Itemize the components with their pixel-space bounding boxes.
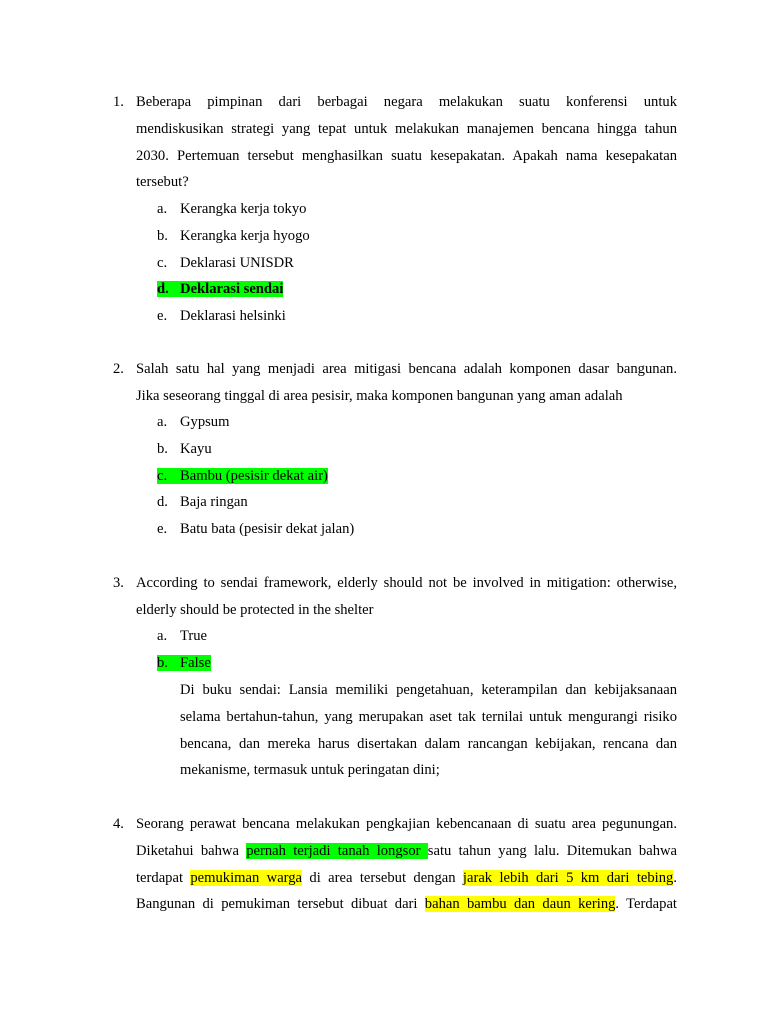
note-line: mekanisme, termasuk untuk peringatan dini; bbox=[180, 762, 440, 779]
stem-line: According to sendai framework, elderly should not be involved in mitigation: otherwise, bbox=[136, 575, 677, 591]
question-stem bbox=[136, 570, 677, 624]
stem-line: tersebut? bbox=[136, 174, 189, 191]
stem-line: terdapat pemukiman warga di area tersebut dengan jarak lebih dari 5 km dari tebing. bbox=[136, 869, 677, 886]
option-list bbox=[157, 623, 211, 677]
stem-line: Diketahui bahwa pernah terjadi tanah longsor satu tahun yang lalu. Ditemukan bahwa bbox=[136, 842, 678, 859]
option-d-answer: d. Deklarasi sendai bbox=[157, 281, 284, 298]
stem-line: mendiskusikan strategi yang tepat untuk melakukan manajemen bencana hingga tahun bbox=[136, 120, 677, 137]
stem-line: Beberapa pimpinan dari berbagai negara melakukan suatu konferensi untuk bbox=[136, 94, 677, 110]
option-b: b. Kerangka kerja hyogo bbox=[157, 227, 310, 244]
option-list bbox=[157, 196, 310, 330]
question-stem bbox=[136, 356, 677, 410]
explanation-note bbox=[180, 677, 677, 784]
option-e: e. Deklarasi helsinki bbox=[157, 308, 286, 325]
option-c: c. Deklarasi UNISDR bbox=[157, 254, 294, 271]
question-number: 3. bbox=[113, 575, 124, 591]
note-line: selama bertahun-tahun, yang merupakan aset tak ternilai untuk mengurangi risiko bbox=[180, 708, 677, 725]
question-number: 1. bbox=[113, 94, 124, 110]
option-d: d. Baja ringan bbox=[157, 494, 248, 511]
stem-line: Seorang perawat bencana melakukan pengkajian kebencanaan di suatu area pegunungan. bbox=[136, 816, 677, 832]
stem-line: Jika seseorang tinggal di area pesisir, maka komponen bangunan yang aman adalah bbox=[136, 387, 623, 404]
option-list bbox=[157, 409, 354, 543]
stem-line: Salah satu hal yang menjadi area mitigasi bencana adalah komponen dasar bangunan. bbox=[136, 361, 677, 377]
option-a: a. True bbox=[157, 628, 208, 644]
option-a: a. Gypsum bbox=[157, 414, 230, 430]
question-stem bbox=[136, 89, 677, 196]
note-line: Di buku sendai: Lansia memiliki pengetahuan, keterampilan dan kebijaksanaan bbox=[180, 682, 677, 698]
highlight-distance: jarak lebih dari 5 km dari tebing bbox=[462, 869, 674, 886]
highlight-material: bahan bambu dan daun kering bbox=[424, 896, 616, 913]
note-line: bencana, dan mereka harus disertakan dalam rancangan kebijakan, rencana dan bbox=[180, 735, 677, 752]
stem-line: 2030. Pertemuan tersebut menghasilkan suatu kesepakatan. Apakah nama kesepakatan bbox=[136, 147, 677, 164]
option-b-answer: b. False bbox=[157, 654, 211, 671]
question-number: 2. bbox=[113, 361, 124, 377]
option-c-answer: c. Bambu (pesisir dekat air) bbox=[157, 467, 328, 484]
highlight-settlement: pemukiman warga bbox=[190, 869, 303, 886]
question-stem bbox=[136, 811, 677, 918]
option-a: a. Kerangka kerja tokyo bbox=[157, 201, 307, 217]
stem-line: elderly should be protected in the shelter bbox=[136, 601, 374, 618]
question-number: 4. bbox=[113, 816, 124, 832]
option-e: e. Batu bata (pesisir dekat jalan) bbox=[157, 521, 355, 538]
option-b: b. Kayu bbox=[157, 440, 212, 457]
highlight-landslide: pernah terjadi tanah longsor bbox=[246, 842, 428, 859]
stem-line: Bangunan di pemukiman tersebut dibuat dari bahan bambu dan daun kering. Terdapat bbox=[136, 896, 677, 913]
